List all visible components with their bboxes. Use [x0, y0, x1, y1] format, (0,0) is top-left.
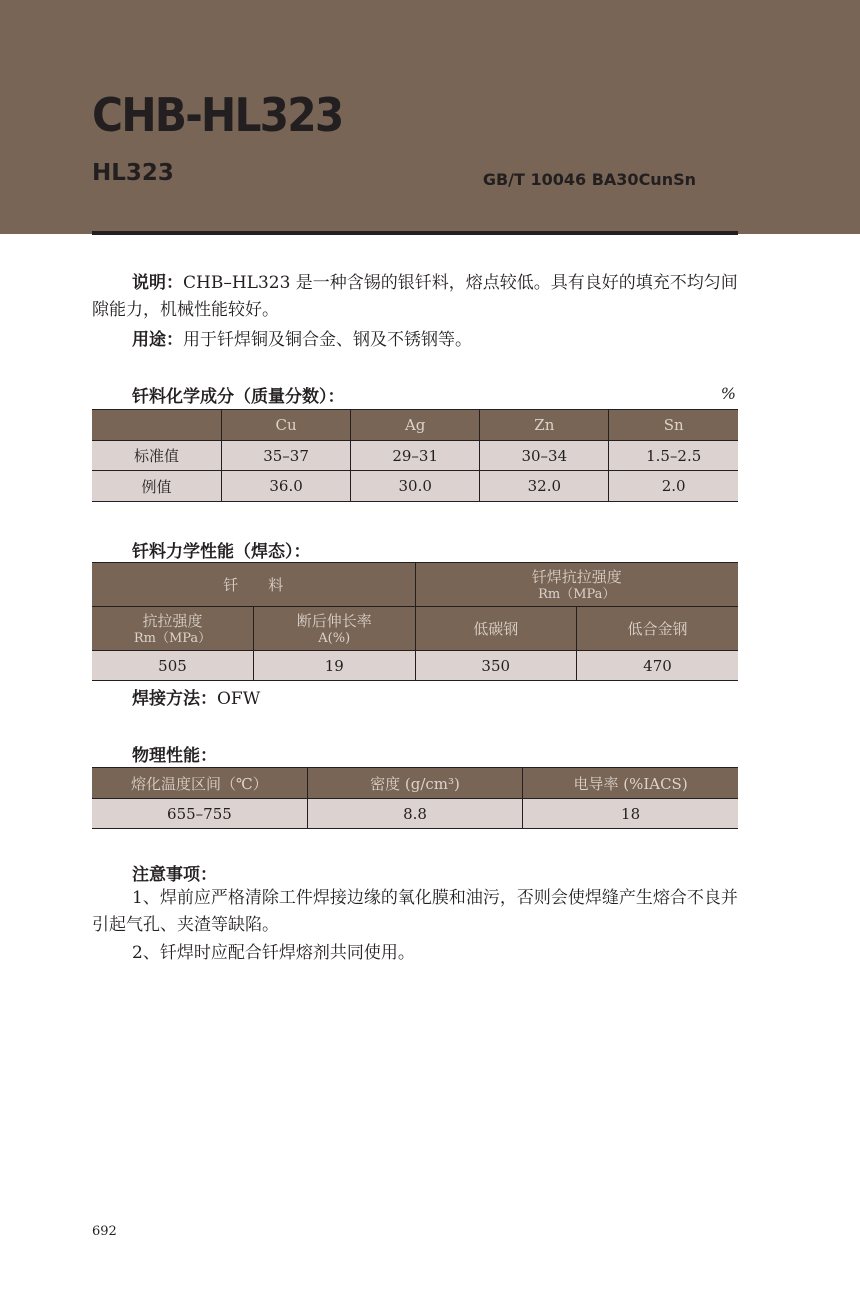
- composition-header-cell: Ag: [351, 410, 480, 441]
- table-cell: 30–34: [480, 441, 609, 471]
- composition-header-cell: [92, 410, 222, 441]
- row-label: 标准值: [92, 441, 222, 471]
- mechanical-sub-row: [92, 607, 738, 651]
- table-row: [92, 799, 738, 829]
- table-cell: 30.0: [351, 471, 480, 502]
- physical-header-row: [92, 768, 738, 799]
- sub-header-line: A(%): [318, 630, 351, 646]
- table-cell: 470: [577, 651, 739, 681]
- note-item: 1、焊前应严格清除工件焊接边缘的氧化膜和油污，否则会使焊缝产生熔合不良并引起气孔、夹渣等缺陷。: [92, 888, 738, 935]
- mechanical-table: [92, 562, 738, 681]
- physical-header-cell: 密度 (g/cm³): [307, 768, 522, 799]
- physical-table: [92, 767, 738, 829]
- group-header-line: Rm（MPa）: [538, 586, 616, 602]
- sub-header-cell: [254, 607, 416, 651]
- sub-header-cell: 低碳钢: [415, 607, 577, 651]
- page-number: 692: [92, 1224, 117, 1239]
- usage-paragraph: [92, 327, 738, 354]
- table-cell: 36.0: [222, 471, 351, 502]
- note-item: 2、钎焊时应配合钎焊熔剂共同使用。: [132, 943, 415, 963]
- composition-table: [92, 409, 738, 502]
- mechanical-group-row: [92, 563, 738, 607]
- description-label: 说明：: [132, 273, 183, 293]
- table-cell: 29–31: [351, 441, 480, 471]
- physical-title: 物理性能：: [132, 746, 217, 766]
- description-paragraph: [92, 270, 738, 324]
- table-cell: 32.0: [480, 471, 609, 502]
- composition-header-cell: Zn: [480, 410, 609, 441]
- mechanical-title: 钎料力学性能（焊态）：: [132, 542, 311, 562]
- product-subtitle: HL323: [92, 160, 174, 186]
- usage-text: 用于钎焊铜及铜合金、钢及不锈钢等。: [183, 330, 472, 350]
- group-header-brazed-strength: [415, 563, 738, 607]
- composition-header-row: [92, 410, 738, 441]
- group-header-line: 钎焊抗拉强度: [531, 567, 622, 586]
- table-cell: 655–755: [92, 799, 307, 829]
- sub-header-line: 抗拉强度: [142, 611, 203, 630]
- composition-unit: %: [720, 384, 736, 403]
- notes-title: 注意事项：: [132, 865, 217, 885]
- sub-header-cell: 低合金钢: [577, 607, 739, 651]
- method-paragraph: [92, 686, 738, 713]
- sub-header-line: Rm（MPa）: [133, 630, 212, 646]
- table-row: [92, 471, 738, 502]
- table-cell: 35–37: [222, 441, 351, 471]
- sub-header-line: 断后伸长率: [296, 611, 372, 630]
- header-rule: [92, 231, 738, 235]
- sub-header-cell: [92, 607, 254, 651]
- table-cell: 505: [92, 651, 254, 681]
- group-header-filler-metal: 钎 料: [92, 563, 415, 607]
- description-text: CHB–HL323 是一种含锡的银钎料，熔点较低。具有良好的填充不均匀间隙能力，机械性能较好。: [92, 273, 738, 320]
- table-cell: 350: [415, 651, 577, 681]
- method-value: OFW: [217, 689, 261, 709]
- usage-label: 用途：: [132, 330, 183, 350]
- physical-header-cell: 电导率 (%IACS): [523, 768, 738, 799]
- table-row: [92, 441, 738, 471]
- product-title: CHB-HL323: [92, 88, 343, 142]
- table-cell: 18: [523, 799, 738, 829]
- table-row: [92, 651, 738, 681]
- composition-header-cell: Sn: [609, 410, 738, 441]
- table-cell: 8.8: [307, 799, 522, 829]
- row-label: 例值: [92, 471, 222, 502]
- composition-header-cell: Cu: [222, 410, 351, 441]
- method-label: 焊接方法：: [132, 689, 217, 709]
- table-cell: 19: [254, 651, 416, 681]
- table-cell: 2.0: [609, 471, 738, 502]
- table-cell: 1.5–2.5: [609, 441, 738, 471]
- composition-title: 钎料化学成分（质量分数）：: [132, 387, 345, 407]
- physical-header-cell: 熔化温度区间（℃）: [92, 768, 307, 799]
- header-band: [0, 0, 860, 234]
- standard-code: GB/T 10046 BA30CunSn: [482, 170, 696, 189]
